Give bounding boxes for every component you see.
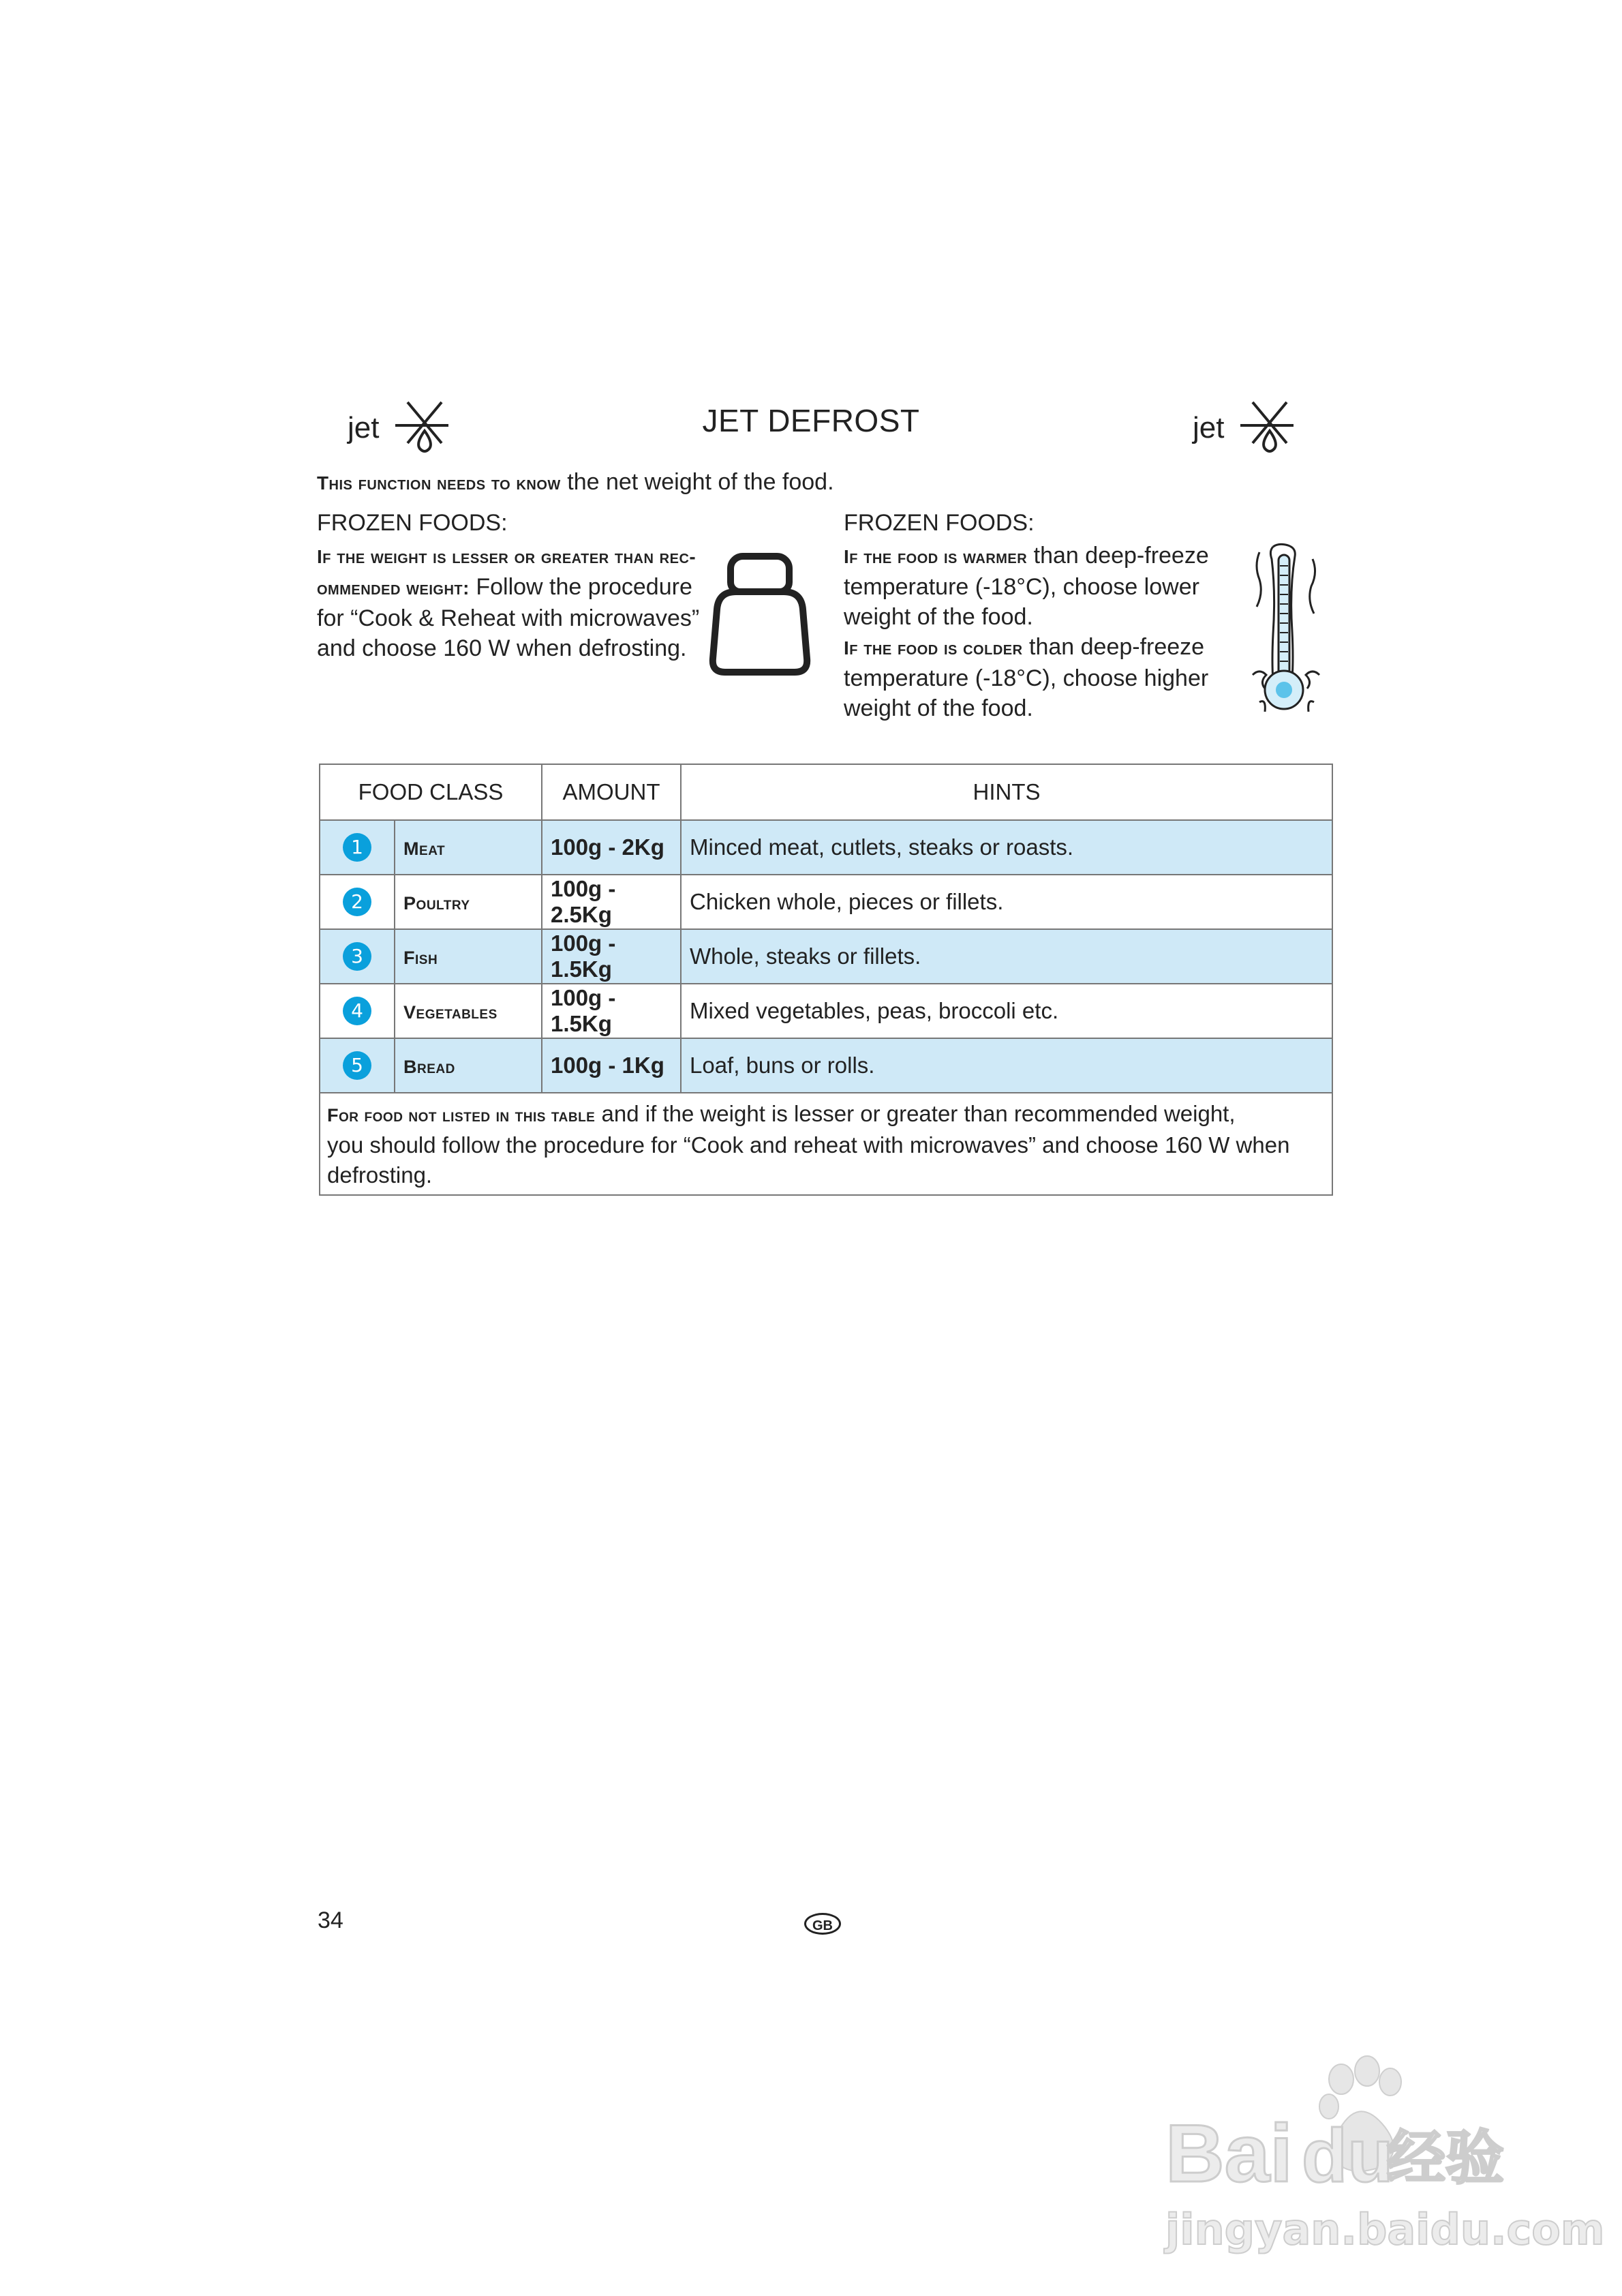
amount-cell: 100g - 1Kg (542, 1038, 681, 1093)
left-heading: FROZEN FOODS: (317, 510, 508, 536)
amount-cell: 100g - 1.5Kg (542, 929, 681, 984)
thermometer-icon (1239, 539, 1334, 726)
header-hints: HINTS (681, 764, 1332, 820)
row-number-cell (320, 984, 395, 1038)
left-lead-1: If the weight is lesser or greater than rec- (317, 546, 697, 567)
intro-lead: This function needs to know (317, 472, 561, 494)
right-cold-2: temperature (-18°C), choose higher (844, 665, 1209, 691)
table-row (320, 1038, 1332, 1093)
table-footnote-row (320, 1093, 1332, 1195)
row-number-badge: 5 (343, 1051, 371, 1080)
right-cold-1: than deep-freeze (1022, 634, 1205, 660)
page-number: 34 (318, 1907, 343, 1933)
amount-cell: 100g - 2.5Kg (542, 875, 681, 929)
footnote-lead: For food not listed in this table (327, 1105, 596, 1126)
baidu-watermark (1159, 2052, 1605, 2256)
row-number-cell (320, 820, 395, 875)
header-food-class: FOOD CLASS (320, 764, 542, 820)
table-row (320, 875, 1332, 929)
hint-cell: Whole, steaks or fillets. (681, 929, 1332, 984)
row-number-cell (320, 875, 395, 929)
row-number-badge: 3 (343, 942, 371, 971)
table-row (320, 820, 1332, 875)
right-heading: FROZEN FOODS: (844, 510, 1035, 536)
left-text-3: and choose 160 W when defrosting. (317, 635, 687, 661)
food-class-cell: Poultry (403, 893, 470, 913)
right-warm-lead: If the food is warmer (844, 546, 1028, 567)
weight-icon (709, 549, 811, 682)
row-number-badge: 1 (343, 833, 371, 862)
hint-cell: Chicken whole, pieces or fillets. (681, 875, 1332, 929)
svg-text:经验: 经验 (1387, 2124, 1504, 2192)
food-class-cell: Vegetables (403, 1002, 498, 1023)
table-footnote (320, 1093, 1332, 1195)
header-amount: AMOUNT (542, 764, 681, 820)
footnote-line-1: and if the weight is lesser or greater than recommended weight, (595, 1101, 1236, 1126)
svg-text:du: du (1302, 2114, 1394, 2198)
table-row (320, 929, 1332, 984)
hint-cell: Minced meat, cutlets, steaks or roasts. (681, 820, 1332, 875)
left-lead-2: ommended weight: (317, 577, 470, 599)
row-number-badge: 4 (343, 997, 371, 1025)
svg-text:jet: jet (1193, 411, 1225, 444)
table-header-row (320, 764, 1332, 820)
language-badge: GB (804, 1913, 841, 1935)
food-class-cell: Meat (403, 839, 446, 859)
defrost-table (319, 764, 1333, 1196)
row-number-badge: 2 (343, 888, 371, 916)
intro-rest: the net weight of the food. (560, 469, 834, 495)
hint-cell: Loaf, buns or rolls. (681, 1038, 1332, 1093)
row-number-cell (320, 1038, 395, 1093)
row-number-cell (320, 929, 395, 984)
svg-text:jet: jet (348, 411, 380, 444)
table-row (320, 984, 1332, 1038)
food-class-cell: Bread (403, 1057, 455, 1077)
frozen-foods-weight-section (317, 510, 726, 663)
amount-cell: 100g - 1.5Kg (542, 984, 681, 1038)
intro-text (317, 469, 834, 496)
page-title: JET DEFROST (702, 403, 920, 438)
svg-text:Bai: Bai (1165, 2108, 1293, 2199)
svg-text:jingyan.baidu.com: jingyan.baidu.com (1165, 2205, 1605, 2254)
right-warm-1: than deep-freeze (1027, 543, 1209, 569)
hint-cell: Mixed vegetables, peas, broccoli etc. (681, 984, 1332, 1038)
footnote-line-3: defrosting. (327, 1162, 433, 1188)
food-class-cell: Fish (403, 948, 438, 968)
right-cold-lead: If the food is colder (844, 637, 1023, 659)
left-text-2: for “Cook & Reheat with microwaves” (317, 605, 700, 631)
footnote-line-2: you should follow the procedure for “Cook and reheat with microwaves” and choose 160 W when (327, 1132, 1290, 1158)
left-text-1: Follow the procedure (469, 574, 692, 600)
right-warm-3: weight of the food. (844, 604, 1033, 630)
right-cold-3: weight of the food. (844, 695, 1033, 721)
frozen-foods-temperature-section (844, 510, 1253, 723)
amount-cell: 100g - 2Kg (542, 820, 681, 875)
right-warm-2: temperature (-18°C), choose lower (844, 574, 1199, 600)
